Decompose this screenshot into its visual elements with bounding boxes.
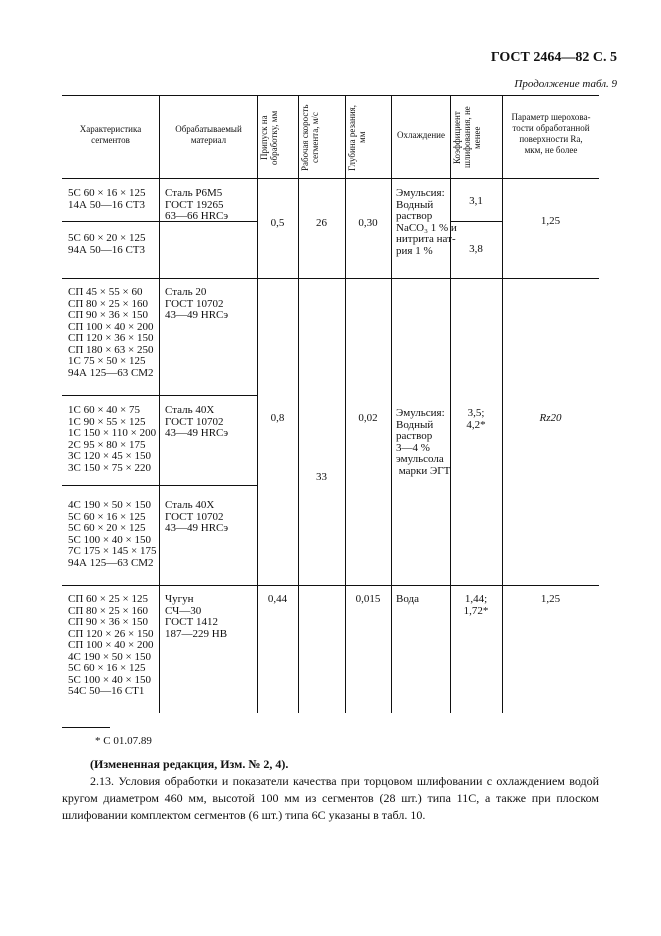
cooling-spec: Эмульсия: Водный раствор NaCO₃ 1 % и нитрита нат- рия 1 % xyxy=(396,187,457,257)
table-continuation-label: Продолжение табл. 9 xyxy=(514,78,617,90)
column-divider xyxy=(298,95,299,713)
col-header-material: Обрабатываемый материал xyxy=(175,124,242,145)
col-header-coefficient: Коэффициент шлифования, не менее xyxy=(452,106,482,169)
row-divider xyxy=(450,221,502,222)
allowance-value: 0,8 xyxy=(270,412,285,424)
column-divider xyxy=(159,95,160,713)
col-header-allowance: Припуск на обработку, мм xyxy=(259,110,279,165)
cooling-spec: Вода xyxy=(396,593,419,605)
segment-spec: 5С 60 × 16 × 125 14А 50—16 СТ3 xyxy=(68,187,146,211)
column-divider xyxy=(502,95,503,713)
allowance-value: 0,5 xyxy=(270,217,285,229)
coefficient-value: 1,44; 1,72* xyxy=(463,593,489,617)
segment-spec: 5С 60 × 20 × 125 94А 50—16 СТ3 xyxy=(68,232,146,256)
col-header-segments: Характеристика сегментов xyxy=(79,124,142,145)
header-bottom-rule xyxy=(62,178,599,179)
coefficient-value: 3,8 xyxy=(469,243,483,255)
segment-spec: СП 60 × 25 × 125 СП 80 × 25 × 160 СП 90 × 36 × 150 СП 120 × 26 × 150 СП 100 × 40 × 200 4С 190 × 50 × 150 5С 60 × 16 × 125 5С 100 × 40 × 150 54С 50—16 СТ1 xyxy=(68,593,154,697)
roughness-value: 1,25 xyxy=(540,593,561,605)
footnote-rule xyxy=(62,727,110,728)
column-divider xyxy=(345,95,346,713)
segment-spec: СП 45 × 55 × 60 СП 80 × 25 × 160 СП 90 × 36 × 150 СП 100 × 40 × 200 СП 120 × 36 × 150 СП 180 × 63 × 250 1С 75 × 50 × 125 94А 125—63 СМ2 xyxy=(68,286,154,379)
coefficient-value: 3,5; 4,2* xyxy=(466,407,486,431)
material-spec: Чугун СЧ—30 ГОСТ 1412 187—229 НВ xyxy=(165,593,228,640)
col-header-speed: Рабочая скорость сегмента, м/с xyxy=(300,104,320,171)
depth-value: 0,02 xyxy=(358,412,378,424)
row-divider xyxy=(62,585,599,586)
col-header-cooling: Охлаждение xyxy=(397,130,445,140)
col-header-depth: Глубина резания, мм xyxy=(347,104,367,171)
paragraph-2-13: 2.13. Условия обработки и показатели качества при торцовом шлифовании с охлаждением водой кругом диаметром 460 мм, высотой 100 мм из сегментов (28 шт.) типа 11С, а также при плоском шлифовании комплектом сегментов (6 шт.) типа 6С указаны в табл. 10. xyxy=(62,774,599,822)
footnote: * С 01.07.89 xyxy=(95,735,152,747)
edition-note: (Измененная редакция, Изм. № 2, 4). xyxy=(90,757,289,771)
segment-spec: 4С 190 × 50 × 150 5С 60 × 16 × 125 5С 60 × 20 × 125 5С 100 × 40 × 150 7С 175 × 145 × 175 94А 125—63 СМ2 xyxy=(68,499,157,569)
table-top-rule xyxy=(62,95,599,96)
material-spec: Сталь 40Х ГОСТ 10702 43—49 HRCэ xyxy=(165,499,229,534)
page-header: ГОСТ 2464—82 С. 5 xyxy=(490,50,617,65)
roughness-value: 1,25 xyxy=(540,215,561,227)
roughness-value: Rz20 xyxy=(539,412,562,424)
speed-value: 33 xyxy=(316,471,327,483)
row-divider xyxy=(62,278,599,279)
depth-value: 0,30 xyxy=(358,217,378,229)
column-divider xyxy=(257,95,258,713)
column-divider xyxy=(391,95,392,713)
speed-value: 26 xyxy=(316,217,327,229)
cooling-spec: Эмульсия: Водный раствор 3—4 % эмульсола марки ЭГТ xyxy=(396,407,451,477)
material-spec: Сталь 20 ГОСТ 10702 43—49 HRCэ xyxy=(165,286,229,321)
depth-value: 0,015 xyxy=(355,593,381,605)
col-header-roughness: Параметр шерохова- тости обработанной поверхности Ra, мкм, не более xyxy=(511,112,591,155)
allowance-value: 0,44 xyxy=(267,593,288,605)
coefficient-value: 3,1 xyxy=(469,195,483,207)
material-spec: Сталь 40Х ГОСТ 10702 43—49 HRCэ xyxy=(165,404,229,439)
segment-spec: 1С 60 × 40 × 75 1С 90 × 55 × 125 1С 150 × 110 × 200 2С 95 × 80 × 175 3С 120 × 45 × 150 3С 150 × 75 × 220 xyxy=(68,404,157,474)
material-spec: Сталь Р6М5 ГОСТ 19265 63—66 HRCэ xyxy=(165,187,229,222)
